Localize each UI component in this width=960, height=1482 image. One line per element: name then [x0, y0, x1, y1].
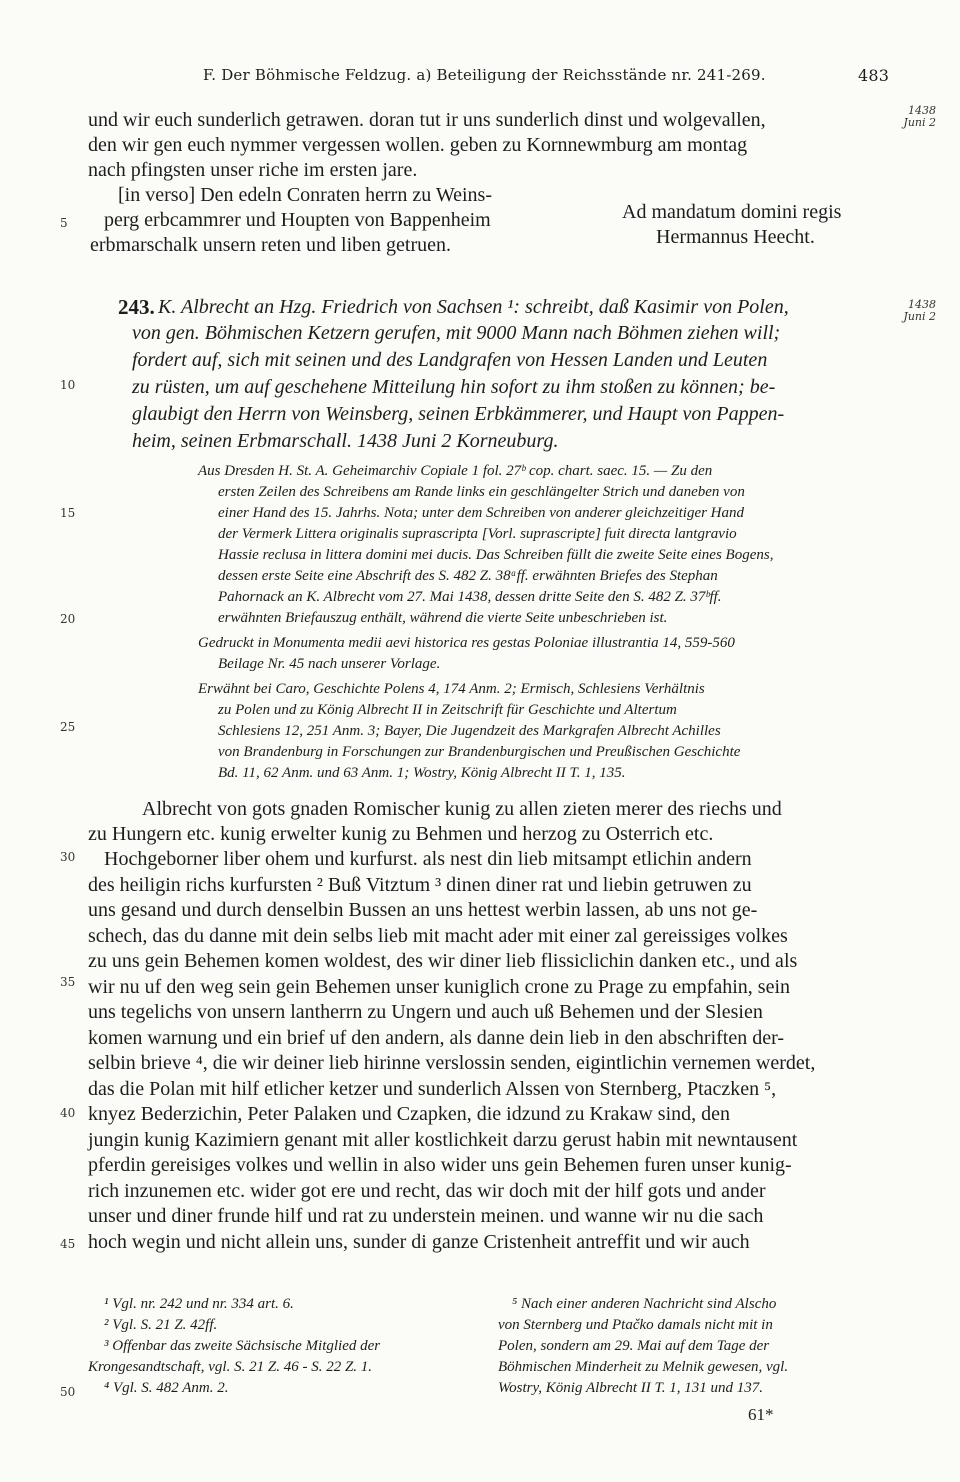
regest-line: K. Albrecht an Hzg. Friedrich von Sachsen ¹: schreibt, daß Kasimir von Polen,: [158, 296, 789, 318]
letter-line: schech, das du danne mit dein selbs lieb mit macht ader mit einer zal gereissiges volkes: [88, 925, 788, 947]
footnote-5-cont: Polen, sondern am 29. Mai auf dem Tage der: [498, 1338, 770, 1354]
margin-date-1-day: Juni 2: [903, 116, 936, 129]
mandate-line: Hermannus Heecht.: [656, 226, 815, 248]
margin-date-2: [890, 299, 936, 323]
running-title: F. Der Böhmische Feldzug. a) Beteiligung der Reichsstände nr. 241-269.: [203, 66, 766, 84]
address-line: perg erbcammrer und Houpten von Bappenheim: [104, 209, 491, 231]
regest-line: fordert auf, sich mit seinen und des Landgrafen von Hessen Landen und Leuten: [132, 349, 768, 371]
regest-line: von gen. Böhmischen Ketzern gerufen, mit 9000 Mann nach Böhmen ziehen will;: [132, 322, 781, 344]
footnote-5-cont: Böhmischen Minderheit zu Melnik gewesen, vgl.: [498, 1359, 789, 1375]
printed-line: Beilage Nr. 45 nach unserer Vorlage.: [218, 656, 441, 672]
source-line: ersten Zeilen des Schreibens am Rande links ein geschlängelter Strich und daneben von: [218, 484, 745, 500]
cited-line: Schlesiens 12, 251 Anm. 3; Bayer, Die Jugendzeit des Markgrafen Albrecht Achilles: [218, 723, 721, 739]
letter-line: hoch wegin und nicht allein uns, sunder di ganze Cristenheit antreffit und wir auch: [88, 1231, 750, 1253]
line-number: 30: [60, 850, 76, 864]
line-number: 20: [60, 612, 76, 626]
letter-line: rich inzunemen etc. wider got ere und recht, das wir doch mit der hilf gots und ander: [88, 1180, 766, 1202]
line-number: 50: [60, 1385, 76, 1399]
cited-line: Bd. 11, 62 Anm. und 63 Anm. 1; Wostry, König Albrecht II T. 1, 135.: [218, 765, 626, 781]
cited-line: zu Polen und zu König Albrecht II in Zeitschrift für Geschichte und Altertum: [218, 702, 677, 718]
letter-line: jungin kunig Kazimiern genant mit aller kostlichkeit darzu gerust habin mit newntausent: [88, 1129, 798, 1151]
address-line: erbmarschalk unsern reten und liben getruen.: [90, 234, 451, 256]
entry-number: 243.: [118, 295, 155, 319]
footnote-2: ² Vgl. S. 21 Z. 42ff.: [104, 1317, 218, 1333]
margin-date-2-day: Juni 2: [903, 310, 936, 323]
letter-line: komen warnung und ein brief uf den andern, als danne dein lieb in den abschriften der-: [88, 1027, 785, 1049]
footnote-1: ¹ Vgl. nr. 242 und nr. 334 art. 6.: [104, 1296, 294, 1312]
cited-line: Erwähnt bei Caro, Geschichte Polens 4, 174 Anm. 2; Ermisch, Schlesiens Verhältnis: [198, 681, 705, 697]
letter-line: Hochgeborner liber ohem und kurfurst. als nest din lieb mitsampt etlichin andern: [104, 848, 752, 870]
source-line: einer Hand des 15. Jahrhs. Nota; unter dem Schreiben von anderer gleichzeitiger Hand: [218, 505, 745, 521]
footnote-3-cont: Krongesandtschaft, vgl. S. 21 Z. 46 - S. 22 Z. 1.: [88, 1359, 373, 1375]
line-number: 15: [60, 506, 76, 520]
letter-line: unser und diner frunde hilf und rat zu understein meinen. und wanne wir nu die sach: [88, 1205, 764, 1227]
sheet-signature: 61*: [748, 1405, 774, 1424]
page-number: 483: [858, 66, 890, 85]
letter-line: uns gesand und durch denselbin Bussen an uns hettest werbin lassen, ab uns not ge-: [88, 899, 758, 921]
source-line: der Vermerk Littera originalis suprascripta [Vorl. suprascripte] fuit directa lantgravio: [218, 526, 737, 542]
margin-date-2-year: 1438: [908, 298, 936, 311]
letter-line: knyez Bederzichin, Peter Palaken und Czapken, die idzund zu Krakaw sind, den: [88, 1103, 731, 1125]
source-line: erwähnten Briefauszug enthält, während die vierte Seite unbeschrieben ist.: [218, 610, 668, 626]
cited-line: von Brandenburg in Forschungen zur Brandenburgischen und Preußischen Geschichte: [218, 744, 741, 760]
source-line: Pahornack an K. Albrecht vom 27. Mai 1438, dessen dritte Seite den S. 482 Z. 37ᵇff.: [218, 589, 722, 605]
footnote-5: ⁵ Nach einer anderen Nachricht sind Alscho: [512, 1296, 777, 1312]
prev-letter-line: und wir euch sunderlich getrawen. doran tut ir uns sunderlich dinst und wolgevallen,: [88, 109, 766, 131]
letter-line: selbin brieve ⁴, die wir deiner lieb hirinne verslossin senden, eigintlichin vernemen werdet,: [88, 1052, 816, 1074]
line-number: 10: [60, 378, 76, 392]
line-number: 35: [60, 975, 76, 989]
footnote-4: ⁴ Vgl. S. 482 Anm. 2.: [104, 1380, 229, 1396]
line-number: 5: [60, 216, 68, 230]
letter-line: des heiligin richs kurfursten ² Buß Vitztum ³ dinen diner rat und liebin getruwen zu: [88, 874, 752, 896]
letter-line: wir nu uf den weg sein gein Behemen unser kuniglich crone zu Prage zu empfahin, sein: [88, 976, 791, 998]
letter-line: zu Hungern etc. kunig erwelter kunig zu Behmen und herzog zu Osterrich etc.: [88, 823, 714, 845]
footnote-5-cont: Wostry, König Albrecht II T. 1, 131 und 137.: [498, 1380, 764, 1396]
prev-letter-line: nach pfingsten unser riche im ersten jare.: [88, 159, 418, 181]
footnote-3: ³ Offenbar das zweite Sächsische Mitglied der: [104, 1338, 381, 1354]
regest-line: heim, seinen Erbmarschall. 1438 Juni 2 Korneuburg.: [132, 430, 559, 452]
line-number: 45: [60, 1237, 76, 1251]
source-line: Hassie reclusa in littera domini mei ducis. Das Schreiben füllt die zweite Seite eines Bogens,: [218, 547, 774, 563]
letter-line: zu uns gein Behemen komen woldest, des wir diner lieb flissiclichin danken etc., und als: [88, 950, 798, 972]
line-number: 25: [60, 720, 76, 734]
letter-line: uns tegelichs von unsern lantherrn zu Ungern und auch uß Behemen und der Slesien: [88, 1001, 763, 1023]
source-line: Aus Dresden H. St. A. Geheimarchiv Copiale 1 fol. 27ᵇ cop. chart. saec. 15. — Zu den: [198, 463, 713, 479]
letter-line: das die Polan mit hilf etlicher ketzer und sunderlich Alssen von Sternberg, Ptaczken ⁵,: [88, 1078, 777, 1100]
letter-line: Albrecht von gots gnaden Romischer kunig zu allen zieten merer des riechs und: [142, 798, 782, 820]
address-line: [in verso] Den edeln Conraten herrn zu Weins-: [118, 184, 493, 206]
regest-line: zu rüsten, um auf geschehene Mitteilung hin sofort zu ihm stoßen zu können; be-: [132, 376, 776, 398]
printed-line: Gedruckt in Monumenta medii aevi historica res gestas Poloniae illustrantia 14, 559-560: [198, 635, 735, 651]
mandate-line: Ad mandatum domini regis: [622, 201, 842, 223]
regest-line: glaubigt den Herrn von Weinsberg, seinen Erbkämmerer, und Haupt von Pappen-: [132, 403, 785, 425]
prev-letter-line: den wir gen euch nymmer vergessen wollen. geben zu Kornnewmburg am montag: [88, 134, 748, 156]
letter-line: pferdin gereisiges volkes und wellin in also wider uns gein Behemen furen unser kunig-: [88, 1154, 792, 1176]
line-number: 40: [60, 1106, 76, 1120]
footnote-5-cont: von Sternberg und Ptačko damals nicht mit in: [498, 1317, 773, 1333]
source-line: dessen erste Seite eine Abschrift des S. 482 Z. 38ᵃff. erwähnten Briefes des Stephan: [218, 568, 718, 584]
margin-date-1: [890, 105, 936, 129]
margin-date-1-year: 1438: [908, 104, 936, 117]
